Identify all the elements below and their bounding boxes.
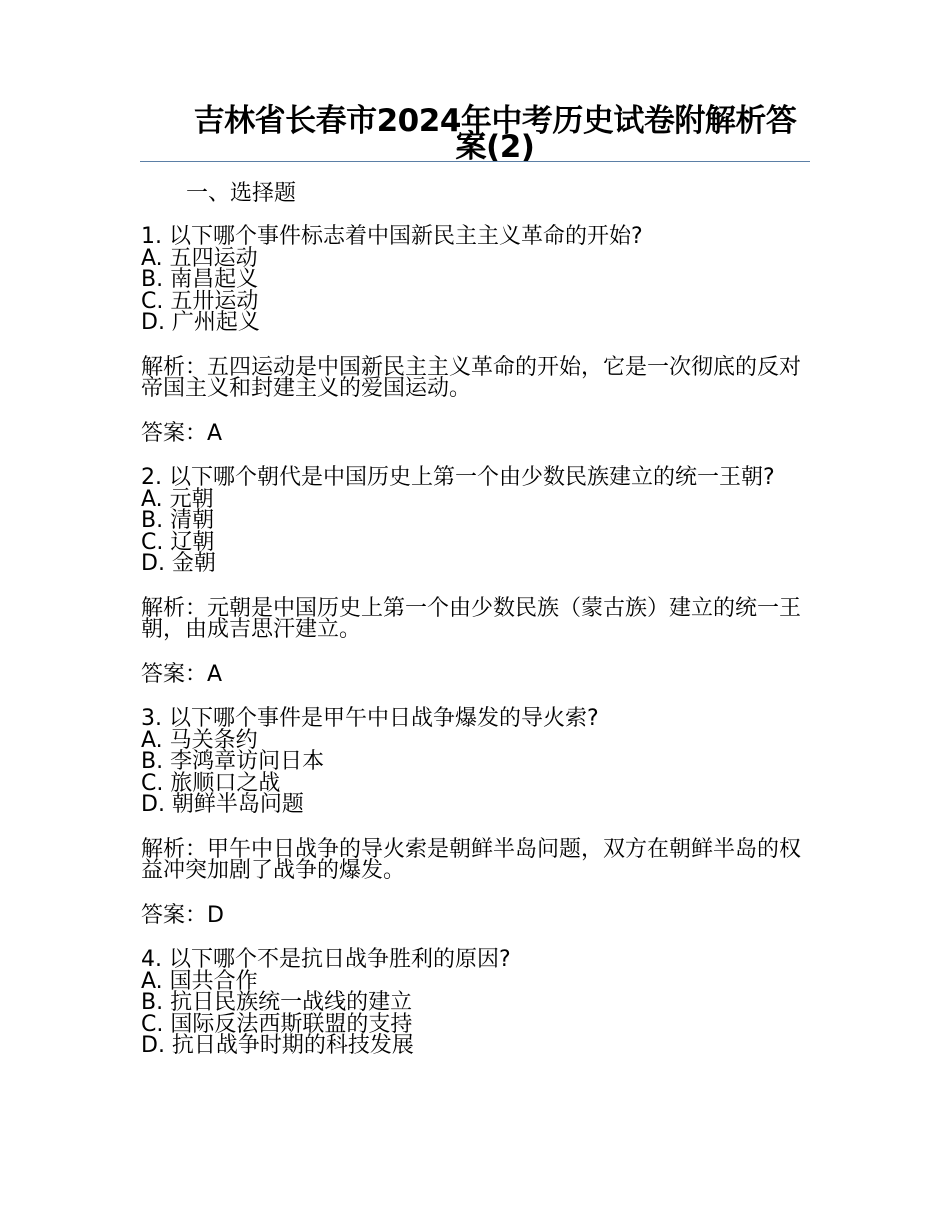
answer-1: 答案：A (141, 420, 223, 446)
option-a: A. 马关条约 (141, 727, 258, 753)
question-4 (141, 949, 813, 1057)
section-heading: 一、选择题 (186, 181, 297, 206)
option-b: B. 李鸿章访问日本 (141, 749, 325, 774)
question-stem: 3. 以下哪个事件是甲午中日战争爆发的导火索? (141, 706, 599, 731)
question-1 (141, 226, 813, 334)
answer-3: 答案：D (141, 902, 224, 928)
question-3 (141, 708, 813, 816)
title-block (140, 103, 810, 165)
option-a: A. 元朝 (141, 486, 214, 512)
page-title: 吉林省长春市2024年中考历史试卷附解析答案(2) (193, 103, 797, 165)
option-c: C. 辽朝 (141, 529, 215, 555)
option-a: A. 国共合作 (141, 968, 258, 994)
answer-2: 答案：A (141, 661, 223, 687)
option-b: B. 抗日民族统一战线的建立 (141, 990, 413, 1015)
analysis-3: 解析：甲午中日战争的导火索是朝鲜半岛问题，双方在朝鲜半岛的权益冲突加剧了战争的爆发。 (141, 836, 802, 883)
option-a: A. 五四运动 (141, 245, 258, 271)
question-stem: 2. 以下哪个朝代是中国历史上第一个由少数民族建立的统一王朝? (141, 465, 775, 490)
option-c: C. 旅顺口之战 (141, 770, 281, 796)
option-d: D. 朝鲜半岛问题 (141, 792, 304, 817)
option-b: B. 南昌起义 (141, 267, 259, 292)
option-c: C. 五卅运动 (141, 288, 259, 314)
option-b: B. 清朝 (141, 508, 215, 533)
question-list (141, 226, 813, 1080)
title-underline (140, 161, 810, 162)
analysis-2: 解析：元朝是中国历史上第一个由少数民族（蒙古族）建立的统一王朝，由成吉思汗建立。 (141, 595, 802, 642)
option-d: D. 抗日战争时期的科技发展 (141, 1033, 414, 1058)
question-stem: 1. 以下哪个事件标志着中国新民主主义革命的开始? (141, 224, 643, 249)
option-c: C. 国际反法西斯联盟的支持 (141, 1011, 413, 1037)
question-stem: 4. 以下哪个不是抗日战争胜利的原因? (141, 947, 511, 972)
option-d: D. 广州起义 (141, 310, 260, 335)
question-2 (141, 467, 813, 575)
analysis-1: 解析：五四运动是中国新民主主义革命的开始，它是一次彻底的反对帝国主义和封建主义的爱国运动。 (141, 354, 802, 401)
option-d: D. 金朝 (141, 551, 216, 576)
